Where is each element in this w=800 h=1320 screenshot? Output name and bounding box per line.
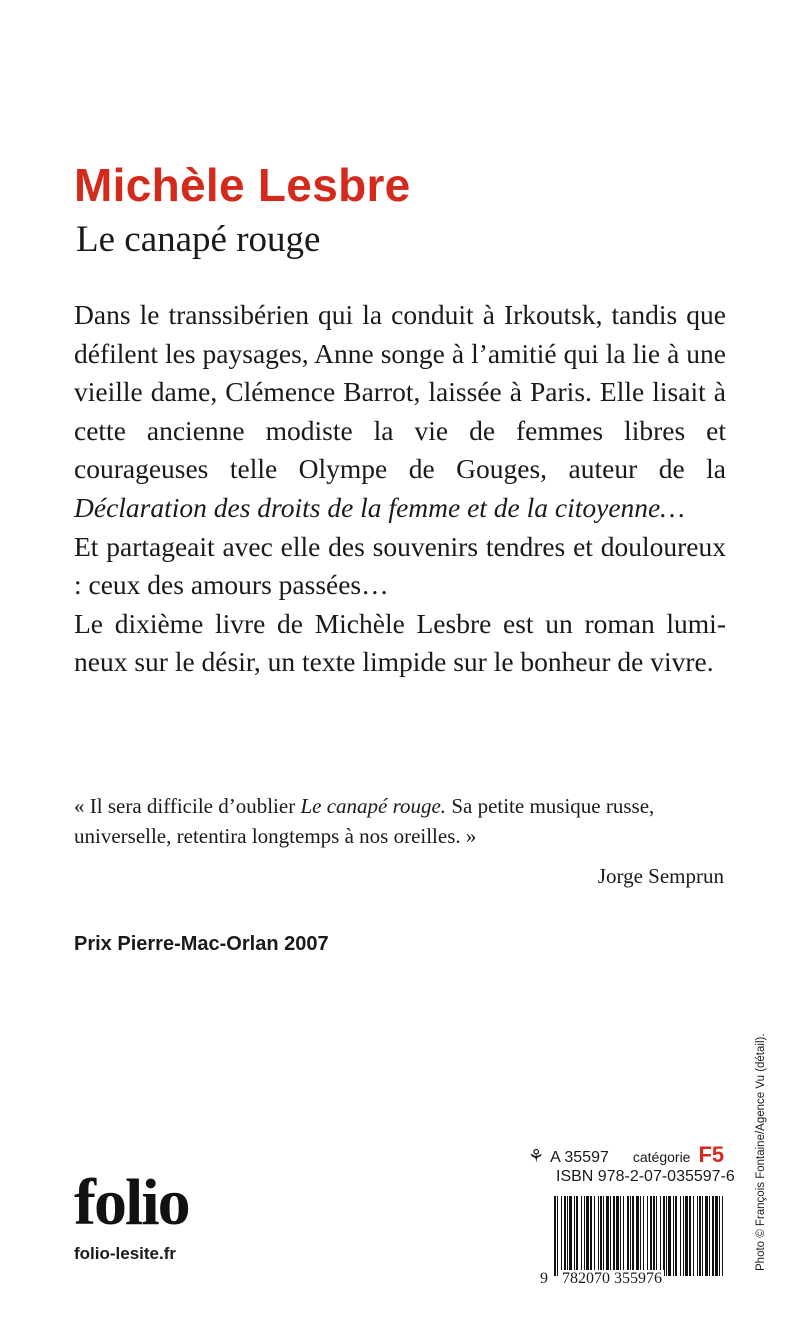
barcode-bar (581, 1196, 582, 1276)
category-code: F5 (698, 1142, 725, 1167)
quote-italic-title: Le canapé rouge. (300, 794, 447, 818)
barcode-bar (656, 1196, 657, 1276)
barcode-bar (616, 1196, 619, 1276)
barcode-bar (699, 1196, 701, 1276)
reference-number: A 35597 (550, 1149, 609, 1166)
barcode-bar (722, 1196, 723, 1276)
quote-attribution: Jorge Semprun (597, 864, 724, 888)
barcode-bar (680, 1196, 681, 1276)
back-cover-blurb (74, 296, 726, 682)
barcode-bar (673, 1196, 674, 1276)
prize-label: Prix Pierre-Mac-Orlan 2007 (74, 933, 329, 955)
distributor-logo-icon: ⚘ (528, 1146, 545, 1166)
barcode-bar (636, 1196, 639, 1276)
barcode-bar (709, 1196, 710, 1276)
quote-text-start: « Il sera difficile d’oublier (74, 794, 301, 818)
barcode-bar (689, 1196, 691, 1276)
photo-credit: Photo © François Fontaine/Agence Vu (détail). (755, 1033, 767, 1271)
author-name: Michèle Lesbre (74, 159, 411, 211)
barcode-bar (650, 1196, 652, 1276)
barcode-bar (705, 1196, 708, 1276)
blurb-paragraph-1 (74, 296, 726, 528)
barcode-bars-icon (540, 1196, 726, 1276)
blurb-paragraph-2: Et partageait avec elle des souvenirs tendres et douloureux : ceux des amours passées… (74, 530, 726, 601)
review-quote (74, 792, 726, 851)
isbn-number: ISBN 978-2-07-035597-6 (556, 1168, 735, 1185)
barcode-first-digit: 9 (540, 1270, 548, 1287)
barcode-bar (660, 1196, 661, 1276)
barcode-bar (561, 1196, 562, 1276)
blurb-paragraph-3: Le dixième livre de Michèle Lesbre est un roman lumineux sur le désir, un texte limpide sur le bonheur de vivre. (74, 607, 726, 678)
publisher-website: folio-lesite.fr (74, 1244, 177, 1263)
barcode-bar (584, 1196, 585, 1276)
barcode-bar (620, 1196, 621, 1276)
barcode-bar (564, 1196, 566, 1276)
barcode-bar (567, 1196, 568, 1276)
barcode-bar (606, 1196, 609, 1276)
barcode-bar (594, 1196, 595, 1276)
barcode-bar (590, 1196, 592, 1276)
barcode-bar (683, 1196, 684, 1276)
barcode-bar (675, 1196, 677, 1276)
barcode-bar (702, 1196, 703, 1276)
barcode-bar (693, 1196, 694, 1276)
barcode-bar (569, 1196, 572, 1276)
barcode-bar (668, 1196, 671, 1276)
category-label: catégorie (632, 1149, 691, 1165)
barcode-bar (554, 1196, 556, 1276)
barcode-bar (603, 1196, 604, 1276)
barcode-bar (586, 1196, 589, 1276)
barcode-bar (598, 1196, 599, 1276)
publisher-block (74, 1166, 189, 1264)
barcode-bar (719, 1196, 720, 1276)
barcode-bar (576, 1196, 578, 1276)
barcode-bar (712, 1196, 714, 1276)
folio-logo: folio (74, 1166, 189, 1239)
blurb-text: Dans le transsibérien qui la conduit à Irkoutsk, tandis que défilent les paysages, Anne songe à l’amitié qui la lie à une vieille dame, Clémence Barrot, laissée à Paris. Elle lisait à cette ancienne modiste la vie de femmes libres et courageuses telle Olympe de Gouges, auteur de la (74, 299, 726, 485)
blurb-italic-title: Déclaration des droits de la femme et de la citoyenne… (74, 491, 685, 523)
barcode-bar (574, 1196, 575, 1276)
barcode-bar (623, 1196, 624, 1276)
barcode-bar (632, 1196, 634, 1276)
barcode-bar (666, 1196, 667, 1276)
barcode-bar (610, 1196, 611, 1276)
barcode-digits: 782070 355976 (562, 1270, 662, 1287)
book-title: Le canapé rouge (76, 219, 321, 260)
barcode-bar (697, 1196, 698, 1276)
barcode-bar (557, 1196, 558, 1276)
barcode-bar (627, 1196, 629, 1276)
barcode-bar (600, 1196, 602, 1276)
barcode-bar (647, 1196, 648, 1276)
barcode-bar (630, 1196, 631, 1276)
barcode-bar (613, 1196, 615, 1276)
barcode-bar (663, 1196, 665, 1276)
barcode-bar (653, 1196, 655, 1276)
barcode-bar (640, 1196, 641, 1276)
barcode-bar (643, 1196, 644, 1276)
barcode (540, 1196, 726, 1288)
barcode-bar (715, 1196, 718, 1276)
barcode-bar (685, 1196, 688, 1276)
quote-text-end: Sa petite musique russe, universelle, retentira longtemps à nos oreilles. » (74, 794, 655, 848)
reference-line (528, 1142, 724, 1168)
